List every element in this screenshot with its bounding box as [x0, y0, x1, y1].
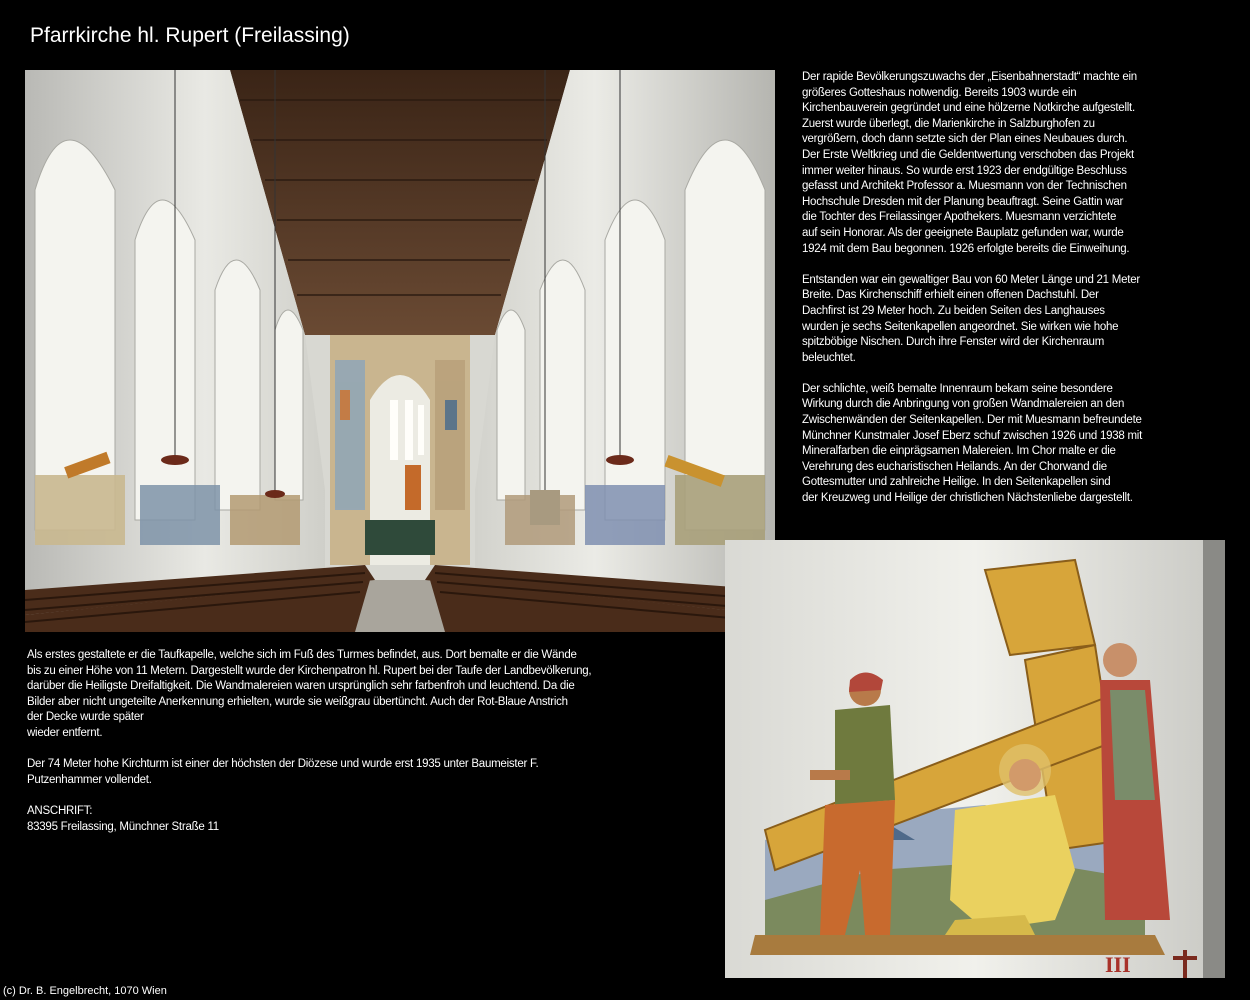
text-line: Putzenhammer vollendet. [27, 773, 152, 786]
text-line: größeres Gotteshaus notwendig. Bereits 1903 wurde ein [802, 86, 1077, 99]
paragraph-baptism-chapel [27, 648, 687, 742]
text-line: Entstanden war ein gewaltiger Bau von 60 Meter Länge und 21 Meter [802, 273, 1140, 286]
text-line: 1924 mit dem Bau begonnen. 1926 erfolgte bereits die Einweihung. [802, 242, 1130, 255]
text-line: Gottesmutter und zahlreiche Heilige. In den Seitenkapellen sind [802, 476, 1111, 489]
text-line: Der schlichte, weiß bemalte Innenraum bekam seine besondere [802, 382, 1113, 395]
text-line: vergrößern, doch dann setzte sich der Plan eines Neubaues durch. [802, 133, 1128, 146]
mural-station-photo [725, 540, 1225, 978]
church-interior-photo [25, 70, 775, 632]
station-number: III [1105, 952, 1131, 977]
text-line: immer weiter hinaus. So wurde erst 1923 der endgültige Beschluss [802, 164, 1127, 177]
text-line: beleuchtet. [802, 351, 856, 364]
history-text-right [802, 70, 1182, 522]
text-line: Hochschule Dresden mit der Planung beauftragt. Seine Gattin war [802, 195, 1124, 208]
text-line: gefasst und Architekt Professor a. Muesmann von der Technischen [802, 180, 1127, 193]
text-line: Münchner Kunstmaler Josef Eberz schuf zwischen 1926 und 1938 mit [802, 429, 1143, 442]
text-line: Wirkung durch die Anbringung von großen Wandmalereien an den [802, 398, 1125, 411]
text-line: bis zu einer Höhe von 11 Metern. Dargestellt wurde der Kirchenpatron hl. Rupert bei der Taufe der Landbevölkerung, [27, 664, 592, 677]
text-line: auf sein Honorar. Als der geeignete Bauplatz gefunden war, wurde [802, 226, 1124, 239]
paragraph-history-2 [802, 273, 1182, 367]
text-line: wurden je sechs Seitenkapellen angeordnet. Sie wirken wie hohe [802, 320, 1119, 333]
text-line: Zuerst wurde überlegt, die Marienkirche in Salzburghofen zu [802, 117, 1095, 130]
text-line: Dachfirst ist 29 Meter hoch. Zu beiden Seiten des Langhauses [802, 304, 1105, 317]
text-line: Bilder aber nicht ungeteilte Anerkennung erhielten, wurde sie weißgrau übertüncht. Auch der Rot-Blaue Anstrich [27, 695, 568, 708]
paragraph-history-1 [802, 70, 1182, 257]
address-value: 83395 Freilassing, Münchner Straße 11 [27, 820, 219, 833]
text-line: Mineralfarben die einprägsamen Malereien. Im Chor malte er die [802, 445, 1116, 458]
text-line: darüber die Heiligste Dreifaltigkeit. Die Wandmalereien waren ursprünglich sehr farbenfroh und leuchtend. Da die [27, 680, 575, 693]
text-line: wieder entfernt. [27, 726, 103, 739]
text-line: Der Erste Weltkrieg und die Geldentwertung verschoben das Projekt [802, 148, 1134, 161]
address-block [27, 804, 687, 835]
history-text-left [27, 648, 687, 851]
text-line: Kirchenbauverein gegründet und eine hölzerne Notkirche aufgestellt. [802, 102, 1135, 115]
address-label: ANSCHRIFT: [27, 804, 93, 817]
text-line: Zwischenwänden der Seitenkapellen. Der mit Muesmann befreundete [802, 414, 1142, 427]
text-line: Der rapide Bevölkerungszuwachs der „Eisenbahnerstadt“ machte ein [802, 71, 1137, 83]
paragraph-tower [27, 757, 687, 788]
text-line: der Kreuzweg und Heilige der christlichen Nächstenliebe dargestellt. [802, 492, 1133, 505]
copyright-footer: (c) Dr. B. Engelbrecht, 1070 Wien [3, 985, 167, 997]
text-line: Der 74 Meter hohe Kirchturm ist einer der höchsten der Diözese und wurde erst 1935 unter Baumeister F. [27, 758, 539, 771]
text-line: der Decke wurde später [27, 711, 144, 724]
page-title: Pfarrkirche hl. Rupert (Freilassing) [30, 24, 350, 47]
text-line: spitzböbige Nischen. Durch ihre Fenster wird der Kirchenraum [802, 336, 1105, 349]
text-line: Breite. Das Kirchenschiff erhielt einen offenen Dachstuhl. Der [802, 289, 1099, 302]
paragraph-history-3 [802, 382, 1182, 507]
text-line: die Tochter des Freilassinger Apothekers. Muesmann verzichtete [802, 211, 1117, 224]
text-line: Verehrung des eucharistischen Heilands. An der Chorwand die [802, 460, 1107, 473]
text-line: Als erstes gestaltete er die Taufkapelle, welche sich im Fuß des Turmes befindet, aus. Dort bemalte er die Wände [27, 649, 577, 661]
